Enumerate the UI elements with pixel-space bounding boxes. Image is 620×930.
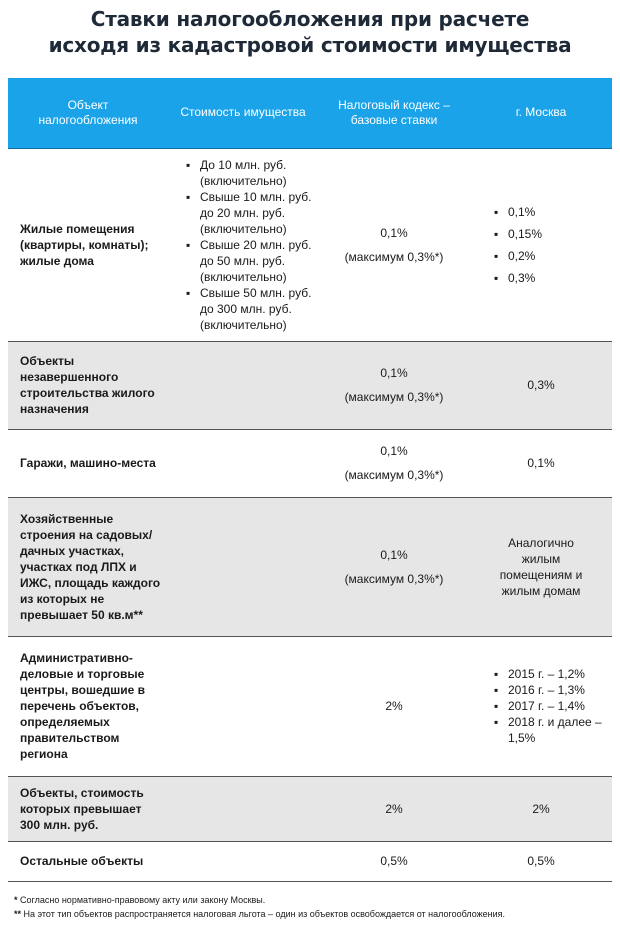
moscow-cell: Аналогично жилым помещениям и жилым домам: [470, 497, 612, 636]
object-cell: Объекты незавершенного строительства жилого назначения: [8, 341, 168, 429]
list-item: ▪ Свыше 10 млн. руб. до 20 млн. руб. (включительно): [200, 189, 312, 237]
base-rate: 0,1%: [380, 366, 408, 380]
moscow-cell: [470, 148, 612, 341]
footnote-mark: *: [14, 895, 18, 905]
max-rate: (максимум 0,3%*): [344, 571, 444, 586]
footnote-text: Согласно нормативно-правовому акту или закону Москвы.: [17, 895, 266, 905]
base-rate: 0,1%: [380, 444, 408, 458]
list-item: ▪ Свыше 50 млн. руб. до 300 млн. руб. (включительно): [200, 285, 312, 333]
list-item: ▪ 0,1%: [508, 204, 606, 220]
value-cell: [168, 341, 318, 429]
list-item: ▪ 0,15%: [508, 226, 606, 242]
table-row: [8, 148, 612, 341]
base-rate: 0,1%: [380, 225, 408, 240]
header-moscow: г. Москва: [470, 78, 612, 148]
object-cell: Гаражи, машино-места: [8, 429, 168, 497]
value-cell: [168, 841, 318, 881]
tax-code-cell: 2%: [318, 776, 470, 841]
list-item: ▪ 0,3%: [508, 270, 606, 286]
footnote-1: [14, 893, 505, 907]
moscow-list: [486, 666, 606, 746]
tax-code-cell: [318, 148, 470, 341]
table-row: [8, 636, 612, 776]
title-line-1: Ставки налогообложения при расчете: [90, 7, 530, 31]
value-cell: [168, 636, 318, 776]
list-item: ▪ 2017 г. – 1,4%: [508, 698, 606, 714]
table-row: [8, 497, 612, 636]
value-cell: [168, 148, 318, 341]
max-rate: (максимум 0,3%*): [344, 249, 444, 264]
object-cell: Хозяйственные строения на садовых/дачных участках, участках под ЛПХ и ИЖС, площадь каждого из которых не превышает 50 кв.м**: [8, 497, 168, 636]
value-cell: [168, 497, 318, 636]
header-tax-code: Налоговый кодекс – базовые ставки: [318, 78, 470, 148]
table-row: [8, 776, 612, 841]
table-header-row: [8, 78, 612, 148]
list-item: ▪ 0,2%: [508, 248, 606, 264]
list-item: ▪ До 10 млн. руб. (включительно): [200, 157, 312, 189]
object-cell: Остальные объекты: [8, 841, 168, 881]
tax-code-cell: [318, 636, 470, 776]
max-rate: (максимум 0,3%*): [344, 468, 444, 482]
header-value: Стоимость имущества: [168, 78, 318, 148]
footnotes: [14, 893, 505, 921]
moscow-cell: 0,3%: [470, 341, 612, 429]
moscow-cell: 2%: [470, 776, 612, 841]
value-cell: [168, 776, 318, 841]
table-row: [8, 841, 612, 881]
tax-code-cell: [318, 497, 470, 636]
max-rate: (максимум 0,3%*): [344, 390, 444, 404]
moscow-list: [486, 204, 606, 286]
object-cell: Административно-деловые и торговые центры, вошедшие в перечень объектов, определяемых правительством региона: [8, 636, 168, 776]
object-cell: Объекты, стоимость которых превышает 300 млн. руб.: [8, 776, 168, 841]
table-row: [8, 341, 612, 429]
base-rate: 2%: [385, 699, 403, 713]
tax-code-cell: [318, 429, 470, 497]
footnote-text: На этот тип объектов распространяется налоговая льгота – один из объектов освобождается от налогообложения.: [21, 909, 505, 919]
moscow-cell: [470, 636, 612, 776]
list-item: ▪ 2015 г. – 1,2%: [508, 666, 606, 682]
header-object: Объект налогообложения: [8, 78, 168, 148]
footnote-2: [14, 907, 505, 921]
title-line-2: исходя из кадастровой стоимости имущества: [48, 33, 572, 57]
moscow-cell: 0,1%: [470, 429, 612, 497]
moscow-cell: 0,5%: [470, 841, 612, 881]
list-item: ▪ Свыше 20 млн. руб. до 50 млн. руб. (включительно): [200, 237, 312, 285]
base-rate: 0,1%: [380, 547, 408, 562]
value-cell: [168, 429, 318, 497]
list-item: ▪ 2018 г. и далее – 1,5%: [508, 714, 606, 746]
tax-code-cell: 0,5%: [318, 841, 470, 881]
tax-code-cell: [318, 341, 470, 429]
table-row: [8, 429, 612, 497]
tax-rates-table: [8, 78, 612, 882]
value-list: [178, 157, 312, 333]
page-title: [0, 6, 620, 58]
footnote-mark: **: [14, 909, 22, 919]
object-cell: Жилые помещения (квартиры, комнаты); жилые дома: [8, 148, 168, 341]
list-item: ▪ 2016 г. – 1,3%: [508, 682, 606, 698]
